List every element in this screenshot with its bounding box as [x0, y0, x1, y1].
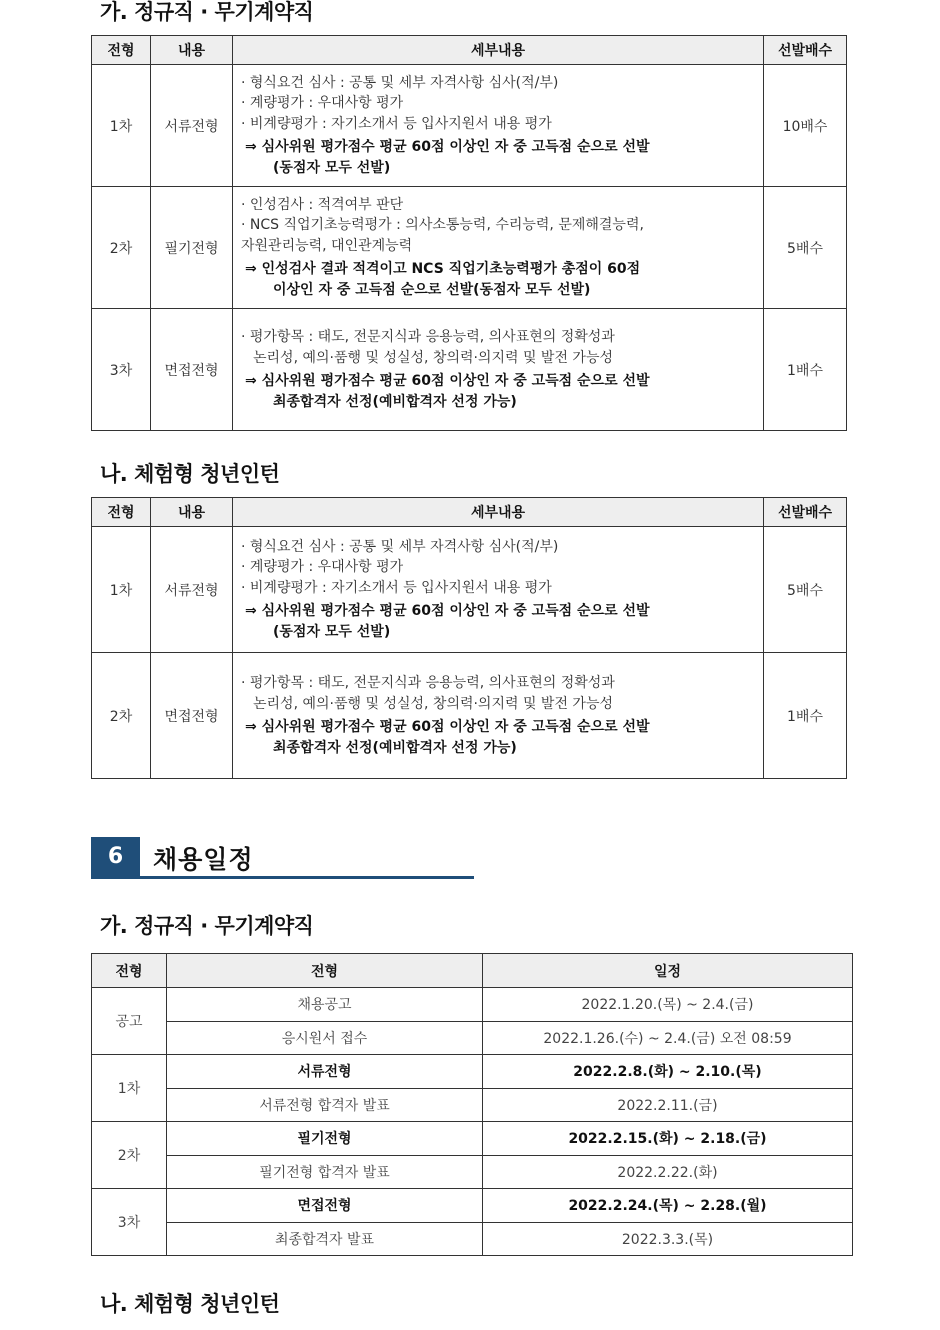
- header-date: 일정: [483, 954, 853, 988]
- detail-bullet: · 형식요건 심사 : 공통 및 세부 자격사항 심사(적/부): [241, 74, 559, 91]
- stage-cell: 3차: [92, 1189, 167, 1256]
- table-row: [92, 1222, 853, 1256]
- header-stage: 전형: [92, 36, 151, 65]
- step-cell: 채용공고: [167, 988, 483, 1022]
- table-header-row: [92, 954, 853, 988]
- section-a-heading: 가. 정규직 · 무기계약직: [100, 0, 314, 24]
- ratio-cell: 1배수: [764, 653, 847, 779]
- ratio-cell: 5배수: [764, 527, 847, 653]
- table-row: [92, 1021, 853, 1055]
- section-underline: [91, 876, 474, 879]
- selection-criteria-cont: 최종합격자 선정(예비합격자 선정 가능): [273, 739, 517, 756]
- step-cell: 면접전형: [167, 1189, 483, 1223]
- detail-bullet: 논리성, 예의·품행 및 성실성, 창의력·의지력 및 발전 가능성: [253, 695, 614, 712]
- header-ratio: 선발배수: [764, 36, 847, 65]
- stage-cell: 2차: [92, 653, 151, 779]
- header-stage: 전형: [92, 498, 151, 527]
- stage-cell: 2차: [92, 187, 151, 309]
- date-cell: 2022.2.15.(화) ~ 2.18.(금): [483, 1122, 853, 1156]
- detail-bullet: · 인성검사 : 적격여부 판단: [241, 196, 404, 213]
- stage-cell: 공고: [92, 988, 167, 1055]
- section-number-badge: 6: [91, 837, 140, 877]
- table-header-row: [92, 498, 847, 527]
- table-row: [92, 527, 847, 653]
- date-cell: 2022.3.3.(목): [483, 1222, 853, 1256]
- header-stage: 전형: [92, 954, 167, 988]
- selection-criteria: ⇒ 심사위원 평가점수 평균 60점 이상인 자 중 고득점 순으로 선발: [245, 719, 650, 735]
- selection-criteria-cont: 최종합격자 선정(예비합격자 선정 가능): [273, 393, 517, 410]
- selection-criteria-cont: 이상인 자 중 고득점 순으로 선발(동점자 모두 선발): [273, 281, 591, 298]
- stage-cell: 1차: [92, 1055, 167, 1122]
- header-ratio: 선발배수: [764, 498, 847, 527]
- detail-bullet: · 비계량평가 : 자기소개서 등 입사지원서 내용 평가: [241, 579, 552, 596]
- selection-table-intern: [91, 497, 847, 779]
- selection-criteria: ⇒ 심사위원 평가점수 평균 60점 이상인 자 중 고득점 순으로 선발: [245, 373, 650, 389]
- step-cell: 필기전형: [167, 1122, 483, 1156]
- detail-bullet: · 비계량평가 : 자기소개서 등 입사지원서 내용 평가: [241, 115, 552, 132]
- table-row: [92, 1122, 853, 1156]
- content-cell: 면접전형: [151, 653, 233, 779]
- detail-bullet: · 평가항목 : 태도, 전문지식과 응용능력, 의사표현의 정확성과: [241, 329, 615, 345]
- stage-cell: 2차: [92, 1122, 167, 1189]
- selection-criteria: ⇒ 인성검사 결과 적격이고 NCS 직업기초능력평가 총점이 60점: [245, 261, 641, 278]
- detail-cell: [233, 527, 764, 653]
- step-cell: 최종합격자 발표: [167, 1222, 483, 1256]
- table-row: [92, 1189, 853, 1223]
- detail-bullet: · 형식요건 심사 : 공통 및 세부 자격사항 심사(적/부): [241, 538, 559, 555]
- table-row: [92, 309, 847, 431]
- date-cell: 2022.1.20.(목) ~ 2.4.(금): [483, 988, 853, 1022]
- date-cell: 2022.1.26.(수) ~ 2.4.(금) 오전 08:59: [483, 1021, 853, 1055]
- selection-criteria: ⇒ 심사위원 평가점수 평균 60점 이상인 자 중 고득점 순으로 선발: [245, 603, 650, 620]
- detail-bullet: · 평가항목 : 태도, 전문지식과 응용능력, 의사표현의 정확성과: [241, 675, 615, 691]
- detail-cell: [233, 187, 764, 309]
- ratio-cell: 1배수: [764, 309, 847, 431]
- table-row: [92, 988, 853, 1022]
- step-cell: 서류전형 합격자 발표: [167, 1088, 483, 1122]
- header-step: 전형: [167, 954, 483, 988]
- schedule-table: [91, 953, 853, 1256]
- step-cell: 응시원서 접수: [167, 1021, 483, 1055]
- detail-cell: [233, 309, 764, 431]
- step-cell: 서류전형: [167, 1055, 483, 1089]
- detail-bullet: 논리성, 예의·품행 및 성실성, 창의력·의지력 및 발전 가능성: [253, 349, 614, 366]
- table-header-row: [92, 36, 847, 65]
- content-cell: 필기전형: [151, 187, 233, 309]
- detail-cell: [233, 653, 764, 779]
- content-cell: 서류전형: [151, 65, 233, 187]
- header-content: 내용: [151, 36, 233, 65]
- date-cell: 2022.2.11.(금): [483, 1088, 853, 1122]
- selection-table-regular: [91, 35, 847, 431]
- stage-cell: 1차: [92, 527, 151, 653]
- detail-bullet: · NCS 직업기초능력평가 : 의사소통능력, 수리능력, 문제해결능력,: [241, 217, 644, 234]
- selection-criteria: ⇒ 심사위원 평가점수 평균 60점 이상인 자 중 고득점 순으로 선발: [245, 139, 650, 156]
- schedule-a-heading: 가. 정규직 · 무기계약직: [100, 914, 314, 938]
- table-row: [92, 65, 847, 187]
- stage-cell: 1차: [92, 65, 151, 187]
- content-cell: 면접전형: [151, 309, 233, 431]
- table-row: [92, 1055, 853, 1089]
- ratio-cell: 5배수: [764, 187, 847, 309]
- date-cell: 2022.2.22.(화): [483, 1155, 853, 1189]
- table-row: [92, 653, 847, 779]
- header-detail: 세부내용: [233, 498, 764, 527]
- detail-cell: [233, 65, 764, 187]
- header-content: 내용: [151, 498, 233, 527]
- date-cell: 2022.2.24.(목) ~ 2.28.(월): [483, 1189, 853, 1223]
- section-title: 채용일정: [153, 845, 254, 874]
- table-row: [92, 1088, 853, 1122]
- selection-criteria-cont: (동점자 모두 선발): [273, 623, 391, 640]
- step-cell: 필기전형 합격자 발표: [167, 1155, 483, 1189]
- table-row: [92, 187, 847, 309]
- stage-cell: 3차: [92, 309, 151, 431]
- section-b-heading: 나. 체험형 청년인턴: [100, 462, 280, 486]
- detail-bullet: 자원관리능력, 대인관계능력: [241, 237, 413, 254]
- schedule-b-heading: 나. 체험형 청년인턴: [100, 1292, 280, 1316]
- ratio-cell: 10배수: [764, 65, 847, 187]
- selection-criteria-cont: (동점자 모두 선발): [273, 159, 391, 176]
- content-cell: 서류전형: [151, 527, 233, 653]
- date-cell: 2022.2.8.(화) ~ 2.10.(목): [483, 1055, 853, 1089]
- header-detail: 세부내용: [233, 36, 764, 65]
- table-row: [92, 1155, 853, 1189]
- detail-bullet: · 계량평가 : 우대사항 평가: [241, 559, 404, 576]
- detail-bullet: · 계량평가 : 우대사항 평가: [241, 95, 404, 112]
